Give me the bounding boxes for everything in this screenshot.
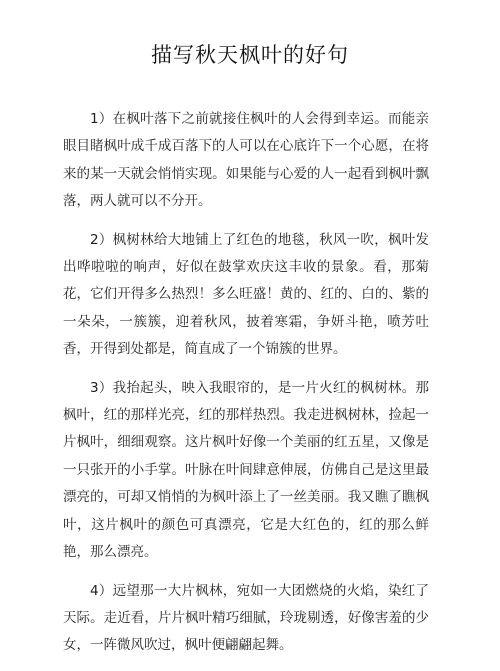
paragraph-1: 1）在枫叶落下之前就接住枫叶的人会得到幸运。而能亲眼目睹枫叶成千成百落下的人可以在心底许下一个心愿，在将来的某一天就会悄悄实现。如果能与心爱的人一起看到枫叶飘落，两人就可以不分开。 [63, 111, 429, 210]
paragraph-3: 3）我抬起头，映入我眼帘的，是一片火红的枫树林。那枫叶，红的那样光亮，红的那样热烈。我走进枫树林，捡起一片枫叶，细细观察。这片枫叶好像一个美丽的红五星，又像是一只张开的小手掌。叶脉在叶间肆意伸展，仿佛自己是这里最漂亮的，可却又悄悄的为枫叶添上了一丝美丽。我又瞧了瞧枫叶，这片枫叶的颜色可真漂亮，它是大红色的，红的那么鲜艳，那么漂亮。 [63, 379, 429, 561]
paragraph-2: 2）枫树林给大地铺上了红色的地毯，秋风一吹，枫叶发出哗啦啦的响声，好似在鼓掌欢庆这丰收的景象。看，那菊花，它们开得多么热烈！多么旺盛！黄的、红的、白的、紫的一朵朵，一簇簇，迎着秋风，披着寒霜，争妍斗艳，喷芳吐香，开得到处都是，简直成了一个锦簇的世界。 [63, 231, 429, 358]
document-body [63, 106, 429, 671]
document-title: 描写秋天枫叶的好句 [151, 43, 349, 67]
paragraph-4: 4）远望那一大片枫林，宛如一大团燃烧的火焰，染红了天际。走近看，片片枫叶精巧细腻，玲珑剔透，好像害羞的少女，一阵微风吹过，枫叶便翩翩起舞。 [63, 582, 429, 654]
